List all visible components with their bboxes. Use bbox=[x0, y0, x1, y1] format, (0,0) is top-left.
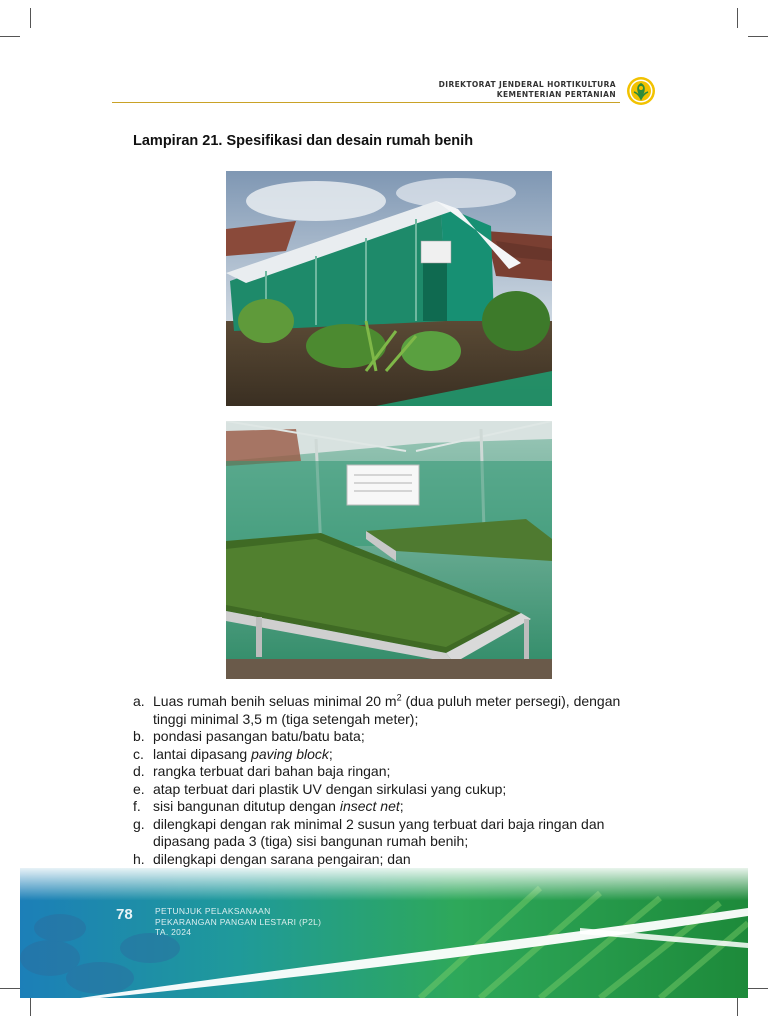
list-item bbox=[133, 798, 648, 816]
footer-line1: PETUNJUK PELAKSANAAN bbox=[155, 906, 271, 916]
specification-list bbox=[133, 693, 648, 886]
crop-mark bbox=[0, 988, 20, 989]
footer-line3: TA. 2024 bbox=[155, 927, 192, 937]
list-item bbox=[133, 763, 648, 781]
crop-mark bbox=[737, 996, 738, 1016]
list-item-letter: b. bbox=[133, 728, 145, 744]
header-org-line1: DIREKTORAT JENDERAL HORTIKULTURA bbox=[438, 80, 616, 89]
greenhouse-interior-photo bbox=[226, 421, 552, 679]
list-item bbox=[133, 693, 648, 728]
list-item-text-part: lantai dipasang bbox=[153, 745, 252, 762]
list-item bbox=[133, 851, 648, 869]
footer-publication bbox=[155, 906, 321, 938]
ministry-logo-icon bbox=[626, 76, 656, 106]
header-rule bbox=[112, 102, 620, 103]
list-item-letter: g. bbox=[133, 815, 145, 832]
list-item-text-part: (dua puluh meter persegi), dengan tinggi minimal 3,5 m (tiga setengah meter); bbox=[153, 693, 621, 727]
header-organization bbox=[439, 80, 616, 100]
superscript-exponent: 2 bbox=[396, 692, 402, 703]
page-number: 78 bbox=[116, 906, 133, 923]
list-item bbox=[133, 781, 648, 799]
list-item-emphasis: insect net bbox=[339, 798, 400, 814]
crop-mark bbox=[748, 988, 768, 989]
crop-mark bbox=[0, 36, 20, 37]
list-item-text: pondasi pasangan batu/batu bata; bbox=[153, 728, 365, 744]
list-item-text: rangka terbuat dari bahan baja ringan; bbox=[153, 763, 391, 779]
list-item-text-part: sisi bangunan ditutup dengan bbox=[153, 798, 340, 814]
list-item-letter: d. bbox=[133, 763, 145, 779]
header-org-line2: KEMENTERIAN PERTANIAN bbox=[496, 90, 616, 99]
list-item-text-part: ; bbox=[328, 745, 333, 762]
crop-mark bbox=[30, 996, 31, 1016]
list-item-text: dilengkapi dengan sarana pengairan; dan bbox=[153, 850, 411, 867]
crop-mark bbox=[30, 8, 31, 28]
list-item-text: atap terbuat dari plastik UV dengan sirkulasi yang cukup; bbox=[153, 780, 507, 797]
list-item-letter: h. bbox=[133, 850, 145, 867]
footer-line2: PEKARANGAN PANGAN LESTARI (P2L) bbox=[155, 916, 322, 927]
list-item bbox=[133, 816, 648, 851]
list-item bbox=[133, 746, 648, 764]
list-item-letter: e. bbox=[133, 780, 145, 797]
list-item-letter: f. bbox=[133, 798, 141, 814]
list-item-letter: a. bbox=[133, 693, 145, 709]
greenhouse-exterior-photo bbox=[226, 171, 552, 406]
list-item-text-part: Luas rumah benih seluas minimal 20 m bbox=[153, 693, 397, 709]
list-item-text: dilengkapi dengan rak minimal 2 susun yang terbuat dari baja ringan dan dipasang pada 3 (tiga) sisi bangunan rumah benih; bbox=[153, 815, 605, 849]
footer-banner-image bbox=[20, 868, 748, 998]
list-item-text bbox=[153, 746, 648, 764]
list-item-emphasis: paving block bbox=[251, 745, 329, 762]
crop-mark bbox=[748, 36, 768, 37]
page-title: Lampiran 21. Spesifikasi dan desain rumah benih bbox=[133, 133, 474, 149]
list-item-text-part: ; bbox=[399, 798, 404, 814]
list-item bbox=[133, 728, 648, 746]
list-item-letter: c. bbox=[133, 745, 144, 762]
list-item-text bbox=[153, 798, 648, 816]
list-item-text bbox=[153, 693, 648, 728]
crop-mark bbox=[737, 8, 738, 28]
